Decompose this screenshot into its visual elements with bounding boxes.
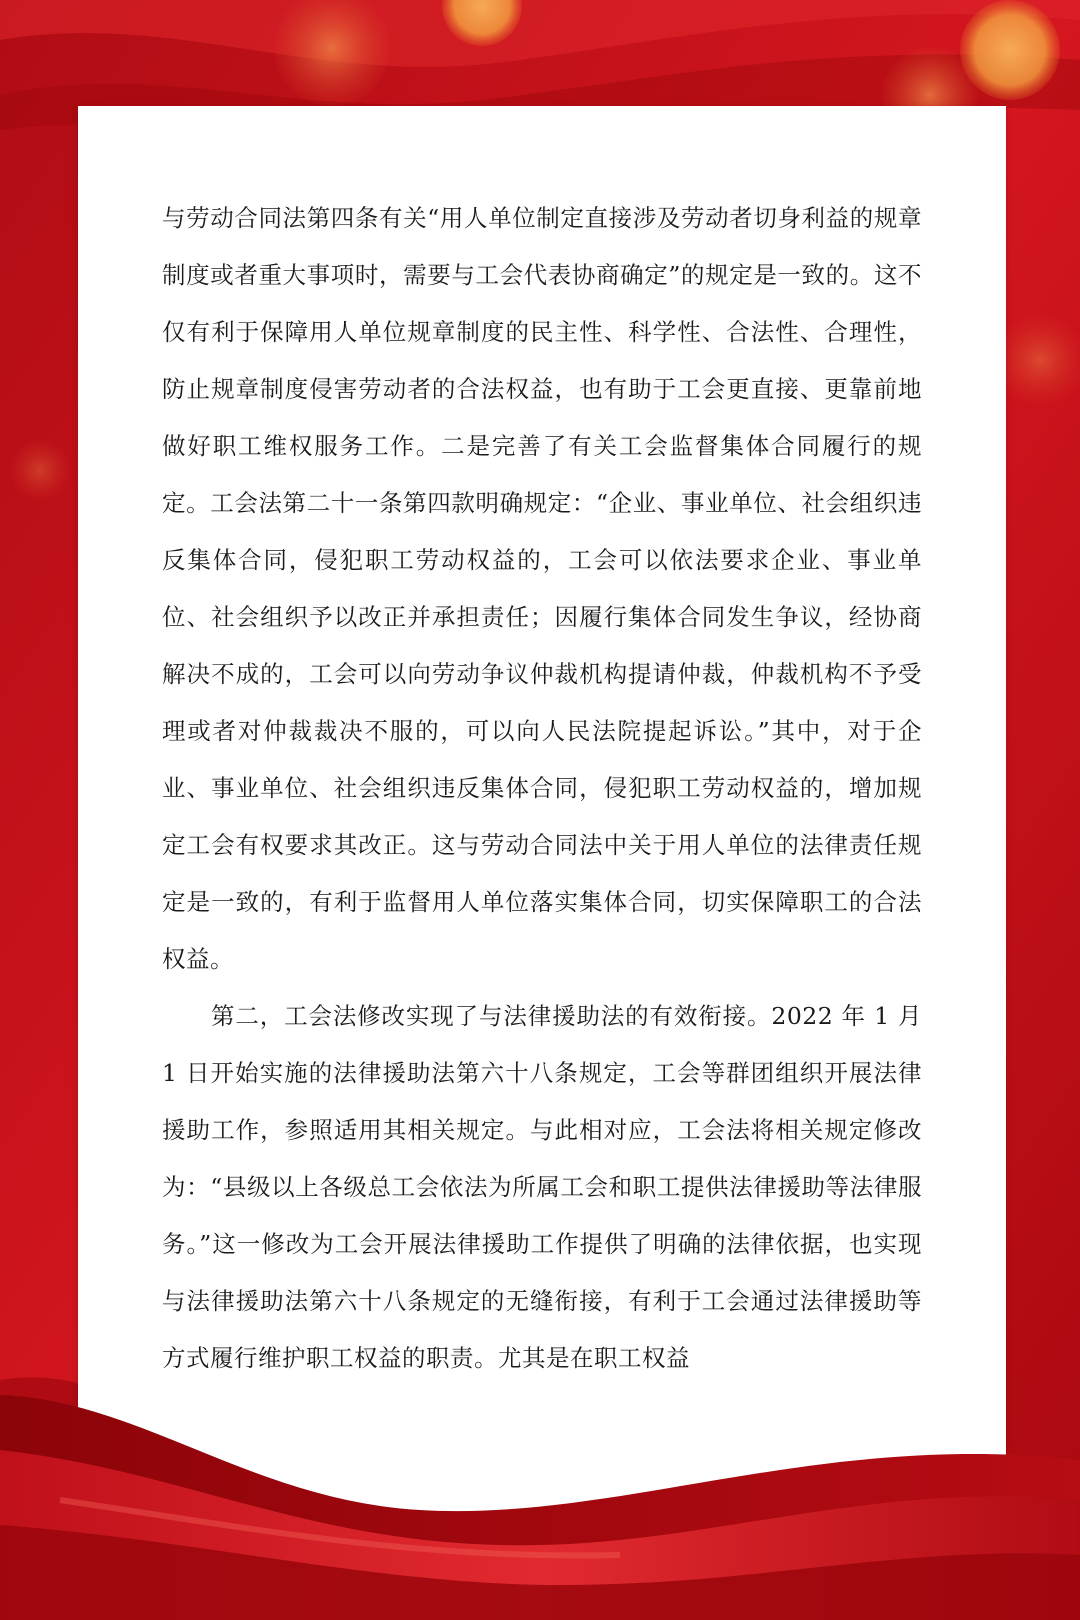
article-body — [162, 190, 922, 1387]
paragraph: 第二，工会法修改实现了与法律援助法的有效衔接。2022 年 1 月 1 日开始实施的法律援助法第六十八条规定，工会等群团组织开展法律援助工作，参照适用其相关规定。与此相对应，工会法将相关规定修改为：“县级以上各级总工会依法为所属工会和职工提供法律援助等法律服务。”这一修改为工会开展法律援助工作提供了明确的法律依据，也实现与法律援助法第六十八条规定的无缝衔接，有利于工会通过法律援助等方式履行维护职工权益的职责。尤其是在职工权益 — [162, 1002, 922, 1372]
paragraph: 与劳动合同法第四条有关“用人单位制定直接涉及劳动者切身利益的规章制度或者重大事项时，需要与工会代表协商确定”的规定是一致的。这不仅有利于保障用人单位规章制度的民主性、科学性、合法性、合理性，防止规章制度侵害劳动者的合法权益，也有助于工会更直接、更靠前地做好职工维权服务工作。二是完善了有关工会监督集体合同履行的规定。工会法第二十一条第四款明确规定：“企业、事业单位、社会组织违反集体合同，侵犯职工劳动权益的，工会可以依法要求企业、事业单位、社会组织予以改正并承担责任；因履行集体合同发生争议，经协商解决不成的，工会可以向劳动争议仲裁机构提请仲裁，仲裁机构不予受理或者对仲裁裁决不服的，可以向人民法院提起诉讼。”其中，对于企业、事业单位、社会组织违反集体合同，侵犯职工劳动权益的，增加规定工会有权要求其改正。这与劳动合同法中关于用人单位的法律责任规定是一致的，有利于监督用人单位落实集体合同，切实保障职工的合法权益。 — [162, 204, 922, 973]
bokeh-light — [10, 440, 70, 500]
article-card — [78, 106, 1006, 1516]
